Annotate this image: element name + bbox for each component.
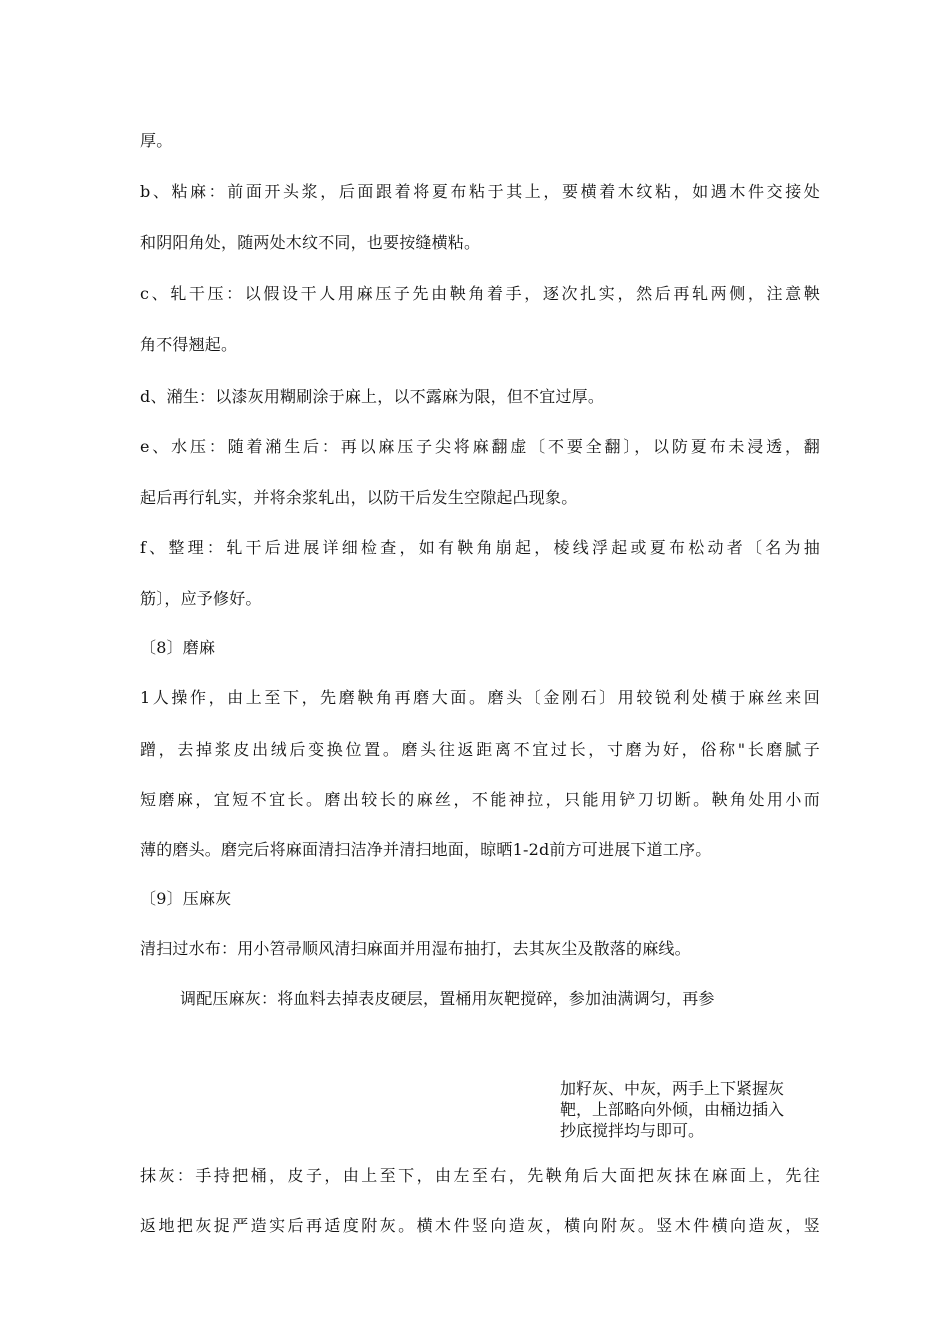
paragraph-line: 清扫过水布：用小笤帚顺风清扫麻面并用湿布抽打，去其灰尘及散落的麻线。: [140, 939, 691, 958]
paragraph-line: b、粘麻：前面开头浆，后面跟着将夏布粘于其上，要横着木纹粘，如遇木件交接处: [140, 182, 820, 201]
paragraph-line: 和阴阳角处，随两处木纹不同，也要按缝横粘。: [140, 233, 481, 252]
side-note-line: 加籽灰、中灰，两手上下紧握灰: [560, 1079, 785, 1098]
paragraph-line: c、轧干压：以假设干人用麻压子先由鞅角着手，逐次扎实，然后再轧两侧，注意鞅: [140, 284, 820, 303]
section-heading: 〔8〕磨麻: [140, 638, 216, 657]
paragraph-line: 薄的磨头。磨完后将麻面清扫洁净并清扫地面，晾晒1-2d前方可进展下道工序。: [140, 840, 712, 859]
side-note-line: 靶，上部略向外倾，由桶边插入: [560, 1100, 785, 1119]
paragraph-line: 1人操作，由上至下，先磨鞅角再磨大面。磨头〔金刚石〕用较锐利处横于麻丝来回: [140, 688, 820, 707]
section-heading: 〔9〕压麻灰: [140, 889, 232, 908]
paragraph-line: 厚。: [140, 131, 173, 150]
paragraph-line: 筋〕，应予修好。: [140, 589, 262, 608]
side-note: [560, 1078, 822, 1141]
paragraph-line: 返地把灰捉严造实后再适度附灰。横木件竖向造灰，横向附灰。竖木件横向造灰，竖: [140, 1216, 820, 1235]
side-note-line: 抄底搅拌均与即可。: [560, 1121, 705, 1140]
paragraph-line: d、潲生：以漆灰用糊刷涂于麻上，以不露麻为限，但不宜过厚。: [140, 387, 605, 406]
paragraph-line: 角不得翘起。: [140, 335, 238, 354]
paragraph-line: 蹭，去掉浆皮出绒后变换位置。磨头往返距离不宜过长，寸磨为好，俗称"长磨腻子: [140, 740, 820, 759]
paragraph-line: f、整理：轧干后进展详细检查，如有鞅角崩起，棱线浮起或夏布松动者〔名为抽: [140, 538, 820, 557]
paragraph-line: e、水压：随着潲生后：再以麻压子尖将麻翻虚〔不要全翻〕，以防夏布未浸透，翻: [140, 437, 820, 456]
paragraph-line: 调配压麻灰：将血料去掉表皮硬层，置桶用灰靶搅碎，参加油满调匀，再参: [180, 989, 715, 1008]
paragraph-line: 短磨麻，宜短不宜长。磨出较长的麻丝，不能神拉，只能用铲刀切断。鞅角处用小而: [140, 790, 820, 809]
paragraph-line: 起后再行轧实，并将余浆轧出，以防干后发生空隙起凸现象。: [140, 488, 578, 507]
paragraph-line: 抹灰：手持把桶，皮子，由上至下，由左至右，先鞅角后大面把灰抹在麻面上，先往: [140, 1166, 820, 1185]
